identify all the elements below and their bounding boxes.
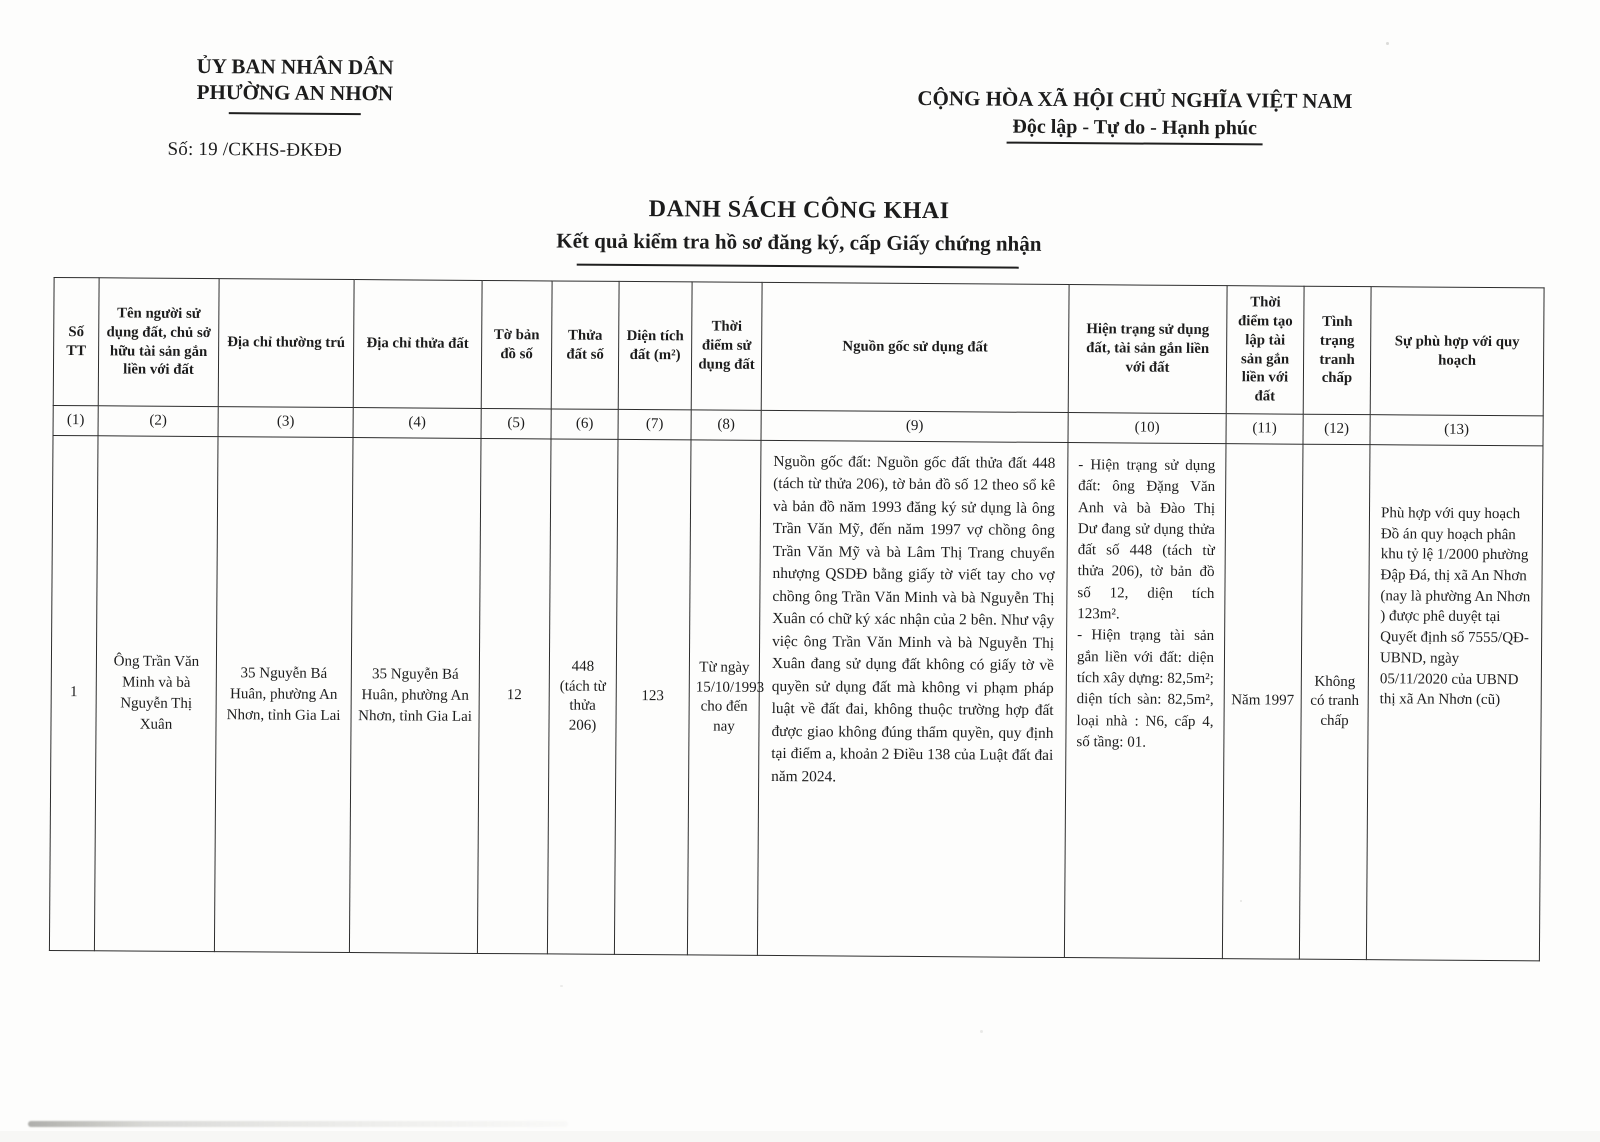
cell-stt: 1 xyxy=(49,435,98,950)
national-header-block xyxy=(850,86,1420,147)
cell-use-time: Từ ngày 15/10/1993 cho đến nay xyxy=(687,440,761,955)
scan-speck xyxy=(1240,900,1242,902)
col-num-10: (10) xyxy=(1068,413,1226,444)
page-subtitle: Kết quả kiểm tra hồ sơ đăng ký, cấp Giấy chứng nhận xyxy=(556,228,1042,256)
cell-parcel-address: 35 Nguyễn Bá Huân, phường An Nhơn, tỉnh Gia Lai xyxy=(349,438,481,954)
col-num-1: (1) xyxy=(53,405,98,435)
col-num-5: (5) xyxy=(481,408,551,438)
issuing-org-line2: PHƯỜNG AN NHƠN xyxy=(196,80,394,106)
col-header-parcel-address: Địa chỉ thửa đất xyxy=(353,280,482,409)
cell-planning-conformity: Phù hợp với quy hoạch Đồ án quy hoạch phân khu tỷ lệ 1/2000 phường Đập Đá, thị xã An Nhơn (nay là phường An Nhơn ) được phê duyệt tại Quyết định số 7555/QĐ-UBND, ngày 05/11/2020 của UBND thị xã An Nhơn (cũ) xyxy=(1366,445,1543,961)
cell-map-sheet: 12 xyxy=(477,438,551,953)
scan-artifact-smudge xyxy=(28,1121,568,1127)
col-num-6: (6) xyxy=(551,409,618,439)
col-header-parcel-number: Thửa đất số xyxy=(551,281,619,409)
cell-dispute-status: Không có tranh chấp xyxy=(1299,444,1370,959)
cell-residence-address: 35 Nguyễn Bá Huân, phường An Nhơn, tỉnh Gia Lai xyxy=(214,437,353,953)
col-num-13: (13) xyxy=(1370,415,1543,446)
col-num-7: (7) xyxy=(618,409,691,440)
col-header-residence-address: Địa chỉ thường trú xyxy=(218,279,354,408)
cell-area: 123 xyxy=(614,439,691,954)
land-registration-table xyxy=(49,277,1545,961)
col-header-area: Diện tích đất (m²) xyxy=(618,281,692,410)
col-header-planning-conformity: Sự phù hợp với quy hoạch xyxy=(1370,287,1544,416)
org-underline-rule xyxy=(229,112,361,115)
col-num-8: (8) xyxy=(691,410,761,440)
table-row xyxy=(49,435,1543,960)
col-header-dispute-status: Tình trạng tranh chấp xyxy=(1303,286,1371,414)
title-underline-rule xyxy=(577,264,1019,269)
document-number: Số: 19 /CKHS-ĐKĐĐ xyxy=(167,138,343,161)
national-motto: Độc lập - Tự do - Hạnh phúc xyxy=(1006,116,1263,146)
col-num-11: (11) xyxy=(1226,414,1303,445)
col-header-owner: Tên người sử dụng đất, chủ sở hữu tài sản gắn liền với đất xyxy=(98,278,219,407)
scan-speck xyxy=(560,985,563,987)
col-num-4: (4) xyxy=(353,408,481,439)
issuing-org-line1: ỦY BAN NHÂN DÂN xyxy=(196,53,394,80)
col-header-use-time: Thời điểm sử dụng đất xyxy=(691,282,762,410)
cell-land-origin: Nguồn gốc đất: Nguồn gốc đất thửa đất 448 (tách từ thửa 206), tờ bản đồ số 12 theo sổ kê và bản đồ năm 1993 đăng ký sử dụng là ông Trần Văn Mỹ, đến năm 1997 vợ chồng ông Trần Văn Mỹ và bà Lâm Thị Trang chuyển nhượng QSDĐ bằng giấy tờ viết tay cho vợ chồng ông Trần Văn Minh và bà Nguyễn Thị Xuân có chữ ký xác nhận của 2 bên. Như vậy việc ông Trần Văn Minh và bà Nguyễn Thị Xuân đang sử dụng đất không có giấy tờ về quyền sử dụng đất mà không vi phạm pháp luật về đất đai, không thuộc trường hợp đất được giao không đúng thẩm quyền, quy định tại điểm a, khoản 2 Điều 138 của Luật đất đai năm 2024. xyxy=(757,440,1068,957)
col-header-map-sheet: Tờ bản đồ số xyxy=(481,280,552,408)
cell-asset-created: Năm 1997 xyxy=(1222,444,1303,960)
table-header-row xyxy=(53,277,1544,415)
document-title-block xyxy=(439,195,1159,258)
cell-current-status: - Hiện trạng sử dụng đất: ông Đặng Văn Anh và bà Đào Thị Dư đang sử dụng thửa đất số 448 (tách từ thửa 206), tờ bản đồ số 12, diện tích 123m². - Hiện trạng tài sản gắn liền với đất: diện tích xây dựng: 82,5m²; diện tích sàn: 82,5m², loại nhà : N6, cấp 4, số tầng: 01. xyxy=(1064,443,1226,959)
cell-parcel-number: 448 (tách từ thửa 206) xyxy=(547,439,618,954)
col-num-2: (2) xyxy=(98,406,218,437)
col-num-12: (12) xyxy=(1303,414,1370,444)
col-num-3: (3) xyxy=(218,407,353,438)
page-title: DANH SÁCH CÔNG KHAI xyxy=(648,196,950,225)
national-title: CỘNG HÒA XÃ HỘI CHỦ NGHĨA VIỆT NAM xyxy=(917,85,1353,114)
col-header-stt: Số TT xyxy=(53,277,99,405)
scan-speck xyxy=(980,1030,983,1033)
issuing-org-block xyxy=(150,53,440,116)
col-num-9: (9) xyxy=(761,410,1068,442)
col-header-current-status: Hiện trạng sử dụng đất, tài sản gắn liền với đất xyxy=(1068,285,1227,414)
col-header-asset-created: Thời điểm tạo lập tài sản gắn liền với đất xyxy=(1226,286,1304,415)
col-header-land-origin: Nguồn gốc sử dụng đất xyxy=(761,282,1069,412)
cell-owner: Ông Trần Văn Minh và bà Nguyễn Thị Xuân xyxy=(94,436,218,952)
scan-speck xyxy=(1386,42,1389,45)
